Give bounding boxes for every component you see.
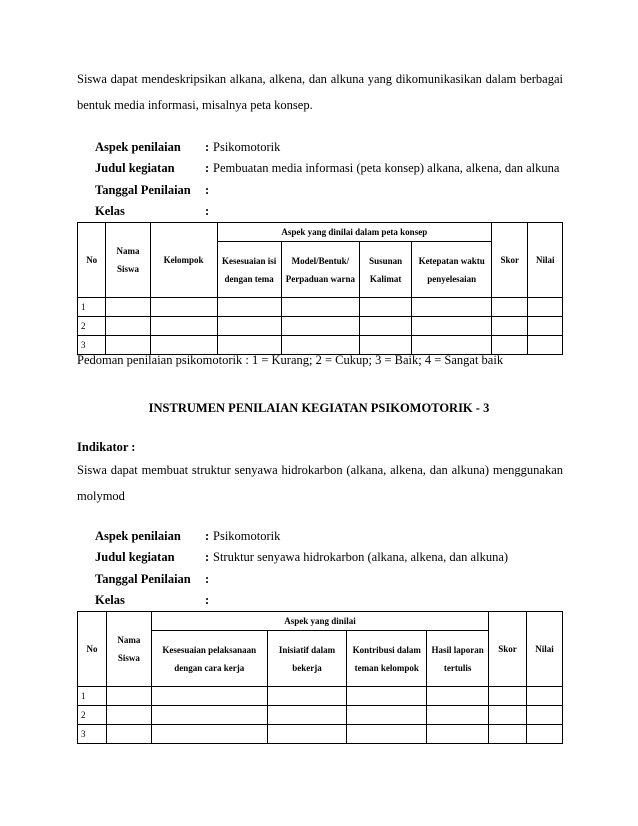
tanggal-label: Tanggal Penilaian [95,183,191,197]
header-nama-siswa: Nama Siswa [106,223,150,298]
intro-paragraph-line-2: bentuk media informasi, misalnya peta konsep. [77,98,313,112]
header-aspect-1: Kesesuaian isi dengan tema [217,242,281,298]
table-row [78,298,563,317]
table-row [78,725,563,744]
colon: : [205,204,210,218]
info-row-judul [95,550,575,566]
colon: : [205,572,210,586]
header-skor: Skor [489,612,527,687]
aspek-label: Aspek penilaian [95,529,181,543]
judul-value: Struktur senyawa hidrokarbon (alkana, alkena, dan alkuna) [213,550,509,564]
header-nilai: Nilai [528,223,563,298]
header-aspect-2: Inisiatif dalam bekerja [267,631,347,687]
row-number: 3 [78,336,106,355]
header-no: No [78,223,106,298]
header-aspect-4: Hasil laporan tertulis [427,631,489,687]
header-aspek-group: Aspek yang dinilai dalam peta konsep [217,223,492,242]
header-skor: Skor [492,223,528,298]
header-aspect-3: Kontribusi dalam teman kelompok [347,631,427,687]
header-aspect-2: Model/Bentuk/ Perpaduan warna [281,242,359,298]
aspek-value: Psikomotorik [213,529,281,543]
colon: : [205,183,210,197]
info-row-tanggal [95,183,575,199]
table-row [78,336,563,355]
header-no: No [78,612,107,687]
header-aspect-4: Ketepatan waktu penyelesaian [412,242,492,298]
info-row-judul [95,161,575,177]
activity-info-block [95,529,575,609]
kelas-label: Kelas [95,593,125,607]
colon: : [205,550,210,564]
row-number: 3 [78,725,107,744]
judul-label: Judul kegiatan [95,550,175,564]
colon: : [205,529,210,543]
pedoman-penilaian: Pedoman penilaian psikomotorik : 1 = Kurang; 2 = Cukup; 3 = Baik; 4 = Sangat baik [77,353,504,367]
colon: : [205,140,210,154]
activity-info-block [95,140,575,220]
header-nama-siswa: Nama Siswa [106,612,151,687]
row-number: 2 [78,317,106,336]
intro-paragraph-line-1: Siswa dapat mendeskripsikan alkana, alkena, dan alkuna yang dikomunikasikan dalam berbagai [77,72,563,86]
header-nilai: Nilai [527,612,563,687]
judul-value: Pembuatan media informasi (peta konsep) alkana, alkena, dan alkuna [213,161,560,175]
row-number: 1 [78,687,107,706]
aspek-value: Psikomotorik [213,140,281,154]
header-aspect-3: Susunan Kalimat [360,242,412,298]
section-title: INSTRUMEN PENILAIAN KEGIATAN PSIKOMOTORIK - 3 [148,401,490,415]
info-row-kelas [95,204,575,220]
assessment-table-1 [77,222,563,355]
judul-label: Judul kegiatan [95,161,175,175]
tanggal-label: Tanggal Penilaian [95,572,191,586]
indikator-label: Indikator : [77,440,136,454]
row-number: 1 [78,298,106,317]
indikator-line-2: molymod [77,489,125,503]
info-row-aspek [95,529,575,545]
row-number: 2 [78,706,107,725]
aspek-label: Aspek penilaian [95,140,181,154]
colon: : [205,593,210,607]
table-row [78,317,563,336]
table-row [78,687,563,706]
info-row-aspek [95,140,575,156]
kelas-label: Kelas [95,204,125,218]
info-row-tanggal [95,572,575,588]
indikator-line-1: Siswa dapat membuat struktur senyawa hidrokarbon (alkana, alkena, dan alkuna) menggunakan [77,463,563,477]
colon: : [205,161,210,175]
info-row-kelas [95,593,575,609]
header-aspect-1: Kesesuaian pelaksanaan dengan cara kerja [151,631,267,687]
table-row [78,706,563,725]
assessment-table-2 [77,611,563,744]
header-kelompok: Kelompok [150,223,217,298]
header-aspek-group: Aspek yang dinilai [151,612,488,631]
